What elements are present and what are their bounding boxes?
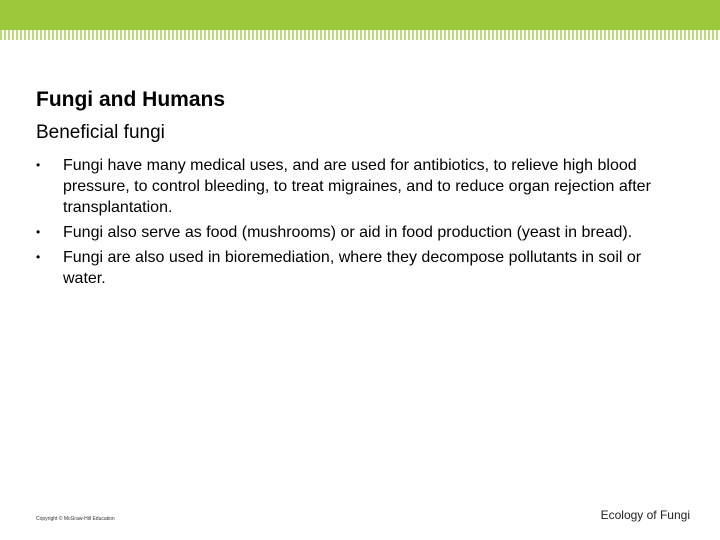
slide-title: Fungi and Humans	[36, 88, 225, 111]
copyright-notice: Copyright © McGraw-Hill Education	[36, 516, 115, 522]
bullet-text: Fungi are also used in bioremediation, where they decompose pollutants in soil or water.	[63, 249, 642, 287]
header-band	[0, 0, 720, 30]
footer-label: Ecology of Fungi	[600, 508, 690, 522]
bullet-item-bioremediation	[36, 247, 676, 289]
bullet-text: Fungi also serve as food (mushrooms) or aid in food production (yeast in bread).	[63, 224, 633, 241]
slide-subtitle: Beneficial fungi	[36, 122, 165, 143]
bullet-dot-icon: •	[36, 250, 41, 264]
bullet-item-medical-uses	[36, 155, 676, 218]
header-pattern	[0, 30, 720, 40]
bullet-dot-icon: •	[36, 158, 41, 172]
bullet-item-food	[36, 222, 676, 243]
bullet-text: Fungi have many medical uses, and are used for antibiotics, to relieve high blood pressure, to control bleeding, to treat migraines, and to reduce organ rejection after transplantation.	[63, 157, 651, 216]
bullet-list	[36, 155, 676, 293]
bullet-dot-icon: •	[36, 225, 41, 239]
